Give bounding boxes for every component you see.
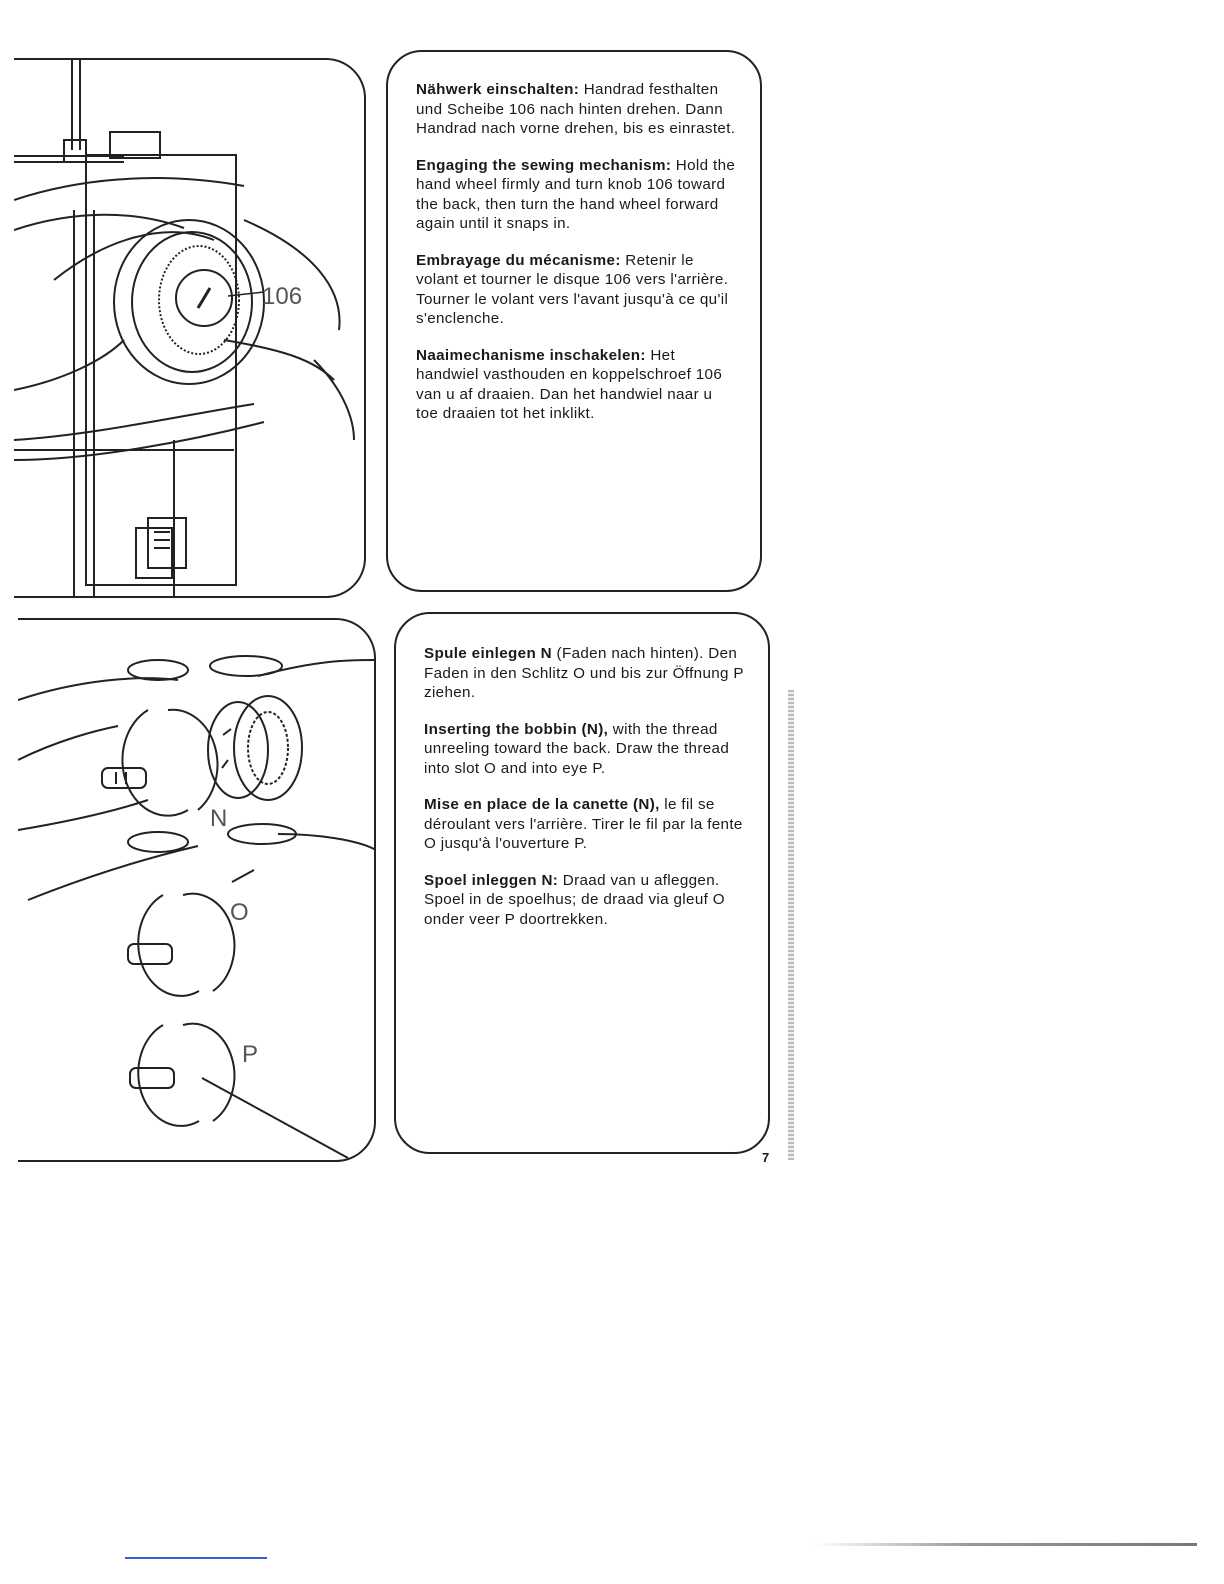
bobbin-de-body: (Faden nach hinten). Den Faden in den Schlitz O und bis zur Öffnung P ziehen. — [424, 645, 744, 701]
engaging-de-body: Handrad festhalten und Scheibe 106 nach hinten drehen. Dann Handrad nach vorne drehen, bis es einrastet. — [416, 81, 736, 137]
engaging-nl-body: Het handwiel vasthouden en koppelschroef 106 van u af draaien. Dan het handwiel naar u toe draaien tot het inklikt. — [416, 346, 723, 422]
engaging-en-body: Hold the hand wheel firmly and turn knob 106 toward the back, then turn the hand wheel forward again until it snaps in. — [416, 156, 736, 232]
bobbin-nl-body: Draad van u afleggen. Spoel in de spoelhus; de draad via gleuf O onder veer P doortrekken. — [424, 871, 725, 928]
bobbin-illustration — [18, 618, 376, 1162]
bobbin-insertion-panel — [394, 612, 770, 1154]
bobbin-en-body: with the thread unreeling toward the back. Draw the thread into slot O and into eye P. — [424, 720, 730, 777]
engaging-fr-paragraph — [416, 251, 736, 329]
label-n: N — [210, 805, 228, 832]
engaging-en-heading: Engaging the sewing mechanism: — [416, 156, 672, 174]
bottom-rule-right — [815, 1543, 1197, 1546]
engaging-nl-paragraph — [416, 346, 736, 424]
label-o: O — [230, 899, 249, 926]
bobbin-en-paragraph — [424, 720, 744, 779]
bobbin-drawing — [18, 620, 376, 1162]
bobbin-de-heading: Spule einlegen N — [424, 645, 552, 662]
bottom-rule-left — [125, 1557, 267, 1559]
engaging-de-heading: Nähwerk einschalten: — [416, 81, 580, 98]
engaging-nl-heading: Naaimechanisme inschakelen: — [416, 346, 646, 364]
label-p: P — [242, 1041, 259, 1068]
engaging-en-paragraph — [416, 156, 736, 234]
engaging-fr-body: Retenir le volant et tourner le disque 106 vers l'arrière. Tourner le volant vers l'avant jusqu'à ce qu'il s'enclenche. — [416, 251, 729, 327]
bobbin-en-heading: Inserting the bobbin (N), — [424, 720, 609, 738]
bobbin-nl-paragraph — [424, 871, 744, 930]
bobbin-fr-heading: Mise en place de la canette (N), — [424, 796, 660, 813]
scan-edge-strip — [788, 690, 794, 1160]
page-number: 7 — [762, 1150, 770, 1165]
engaging-fr-heading: Embrayage du mécanisme: — [416, 251, 621, 269]
label-106: 106 — [262, 283, 303, 310]
engaging-de-paragraph — [416, 80, 736, 139]
hand-wheel-drawing — [14, 60, 366, 598]
bobbin-de-paragraph — [424, 644, 744, 703]
hand-wheel-illustration — [14, 58, 366, 598]
bobbin-nl-heading: Spoel inleggen N: — [424, 871, 559, 889]
bobbin-fr-body: le fil se déroulant vers l'arrière. Tirer le fil par la fente O jusqu'à l'ouverture P. — [424, 796, 743, 852]
engaging-mechanism-panel — [386, 50, 762, 592]
bobbin-fr-paragraph — [424, 795, 744, 854]
